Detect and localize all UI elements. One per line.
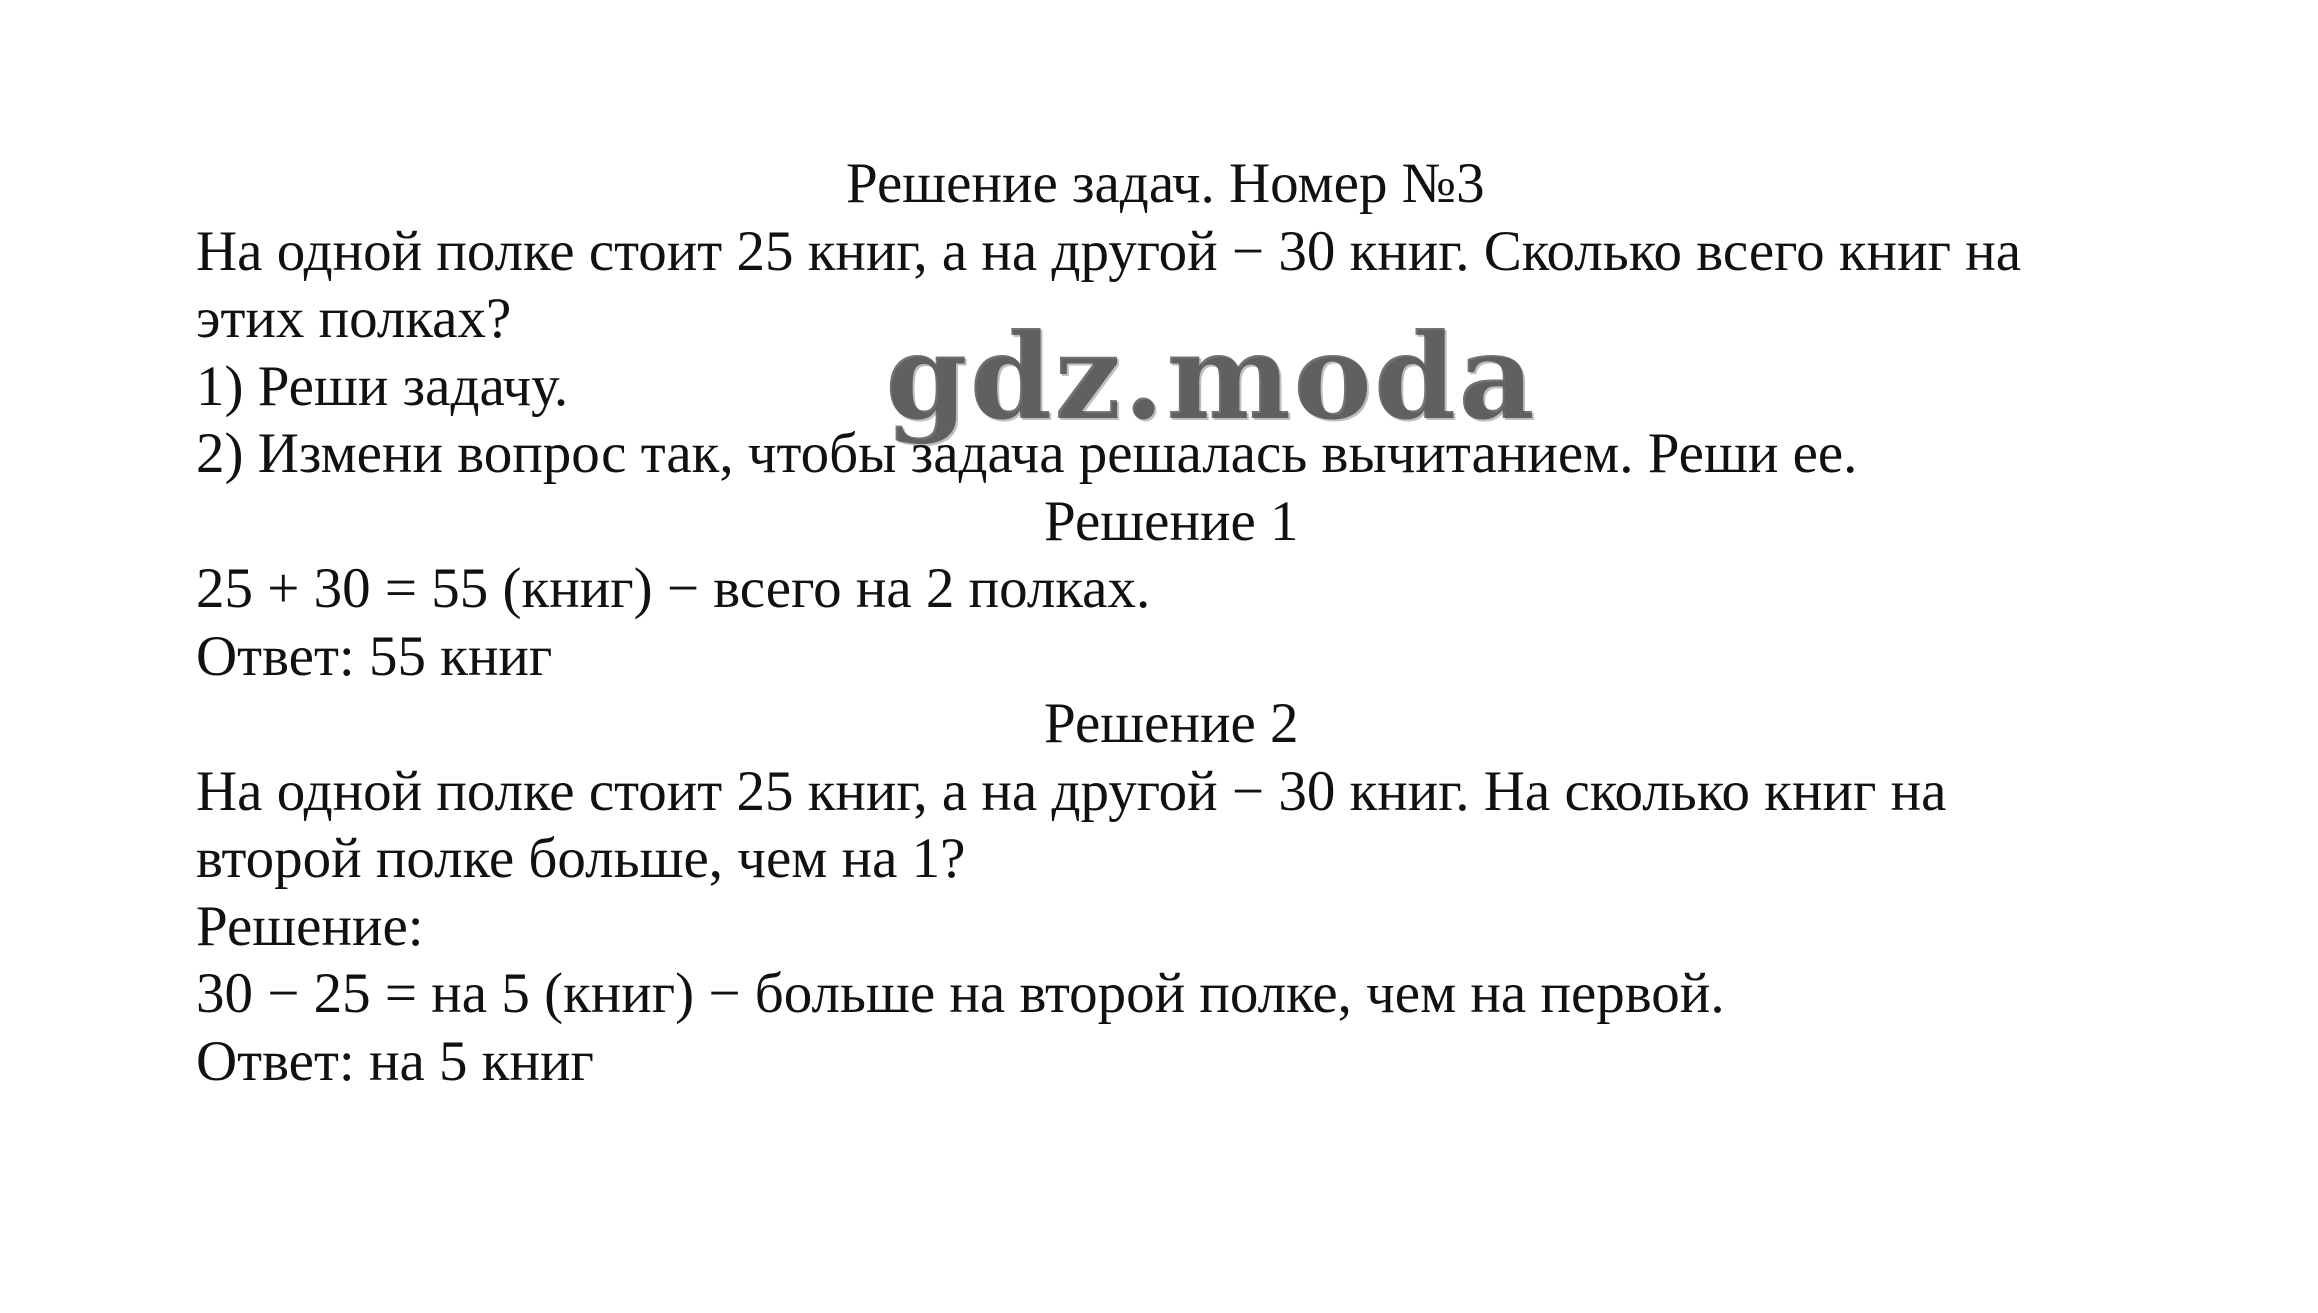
task-item-2: 2) Измени вопрос так, чтобы задача решалась вычитанием. Реши ее.	[196, 422, 1858, 485]
problem-text-line-1: На одной полке стоит 25 книг, а на другой − 30 книг. Сколько всего книг на	[196, 219, 2022, 283]
task-item-1: 1) Реши задачу.	[196, 354, 569, 418]
solution-2-heading: Решение 2	[1044, 692, 1299, 755]
solution-2-problem-line-1: На одной полке стоит 25 книг, а на другой − 30 книг. На сколько книг на	[196, 759, 1947, 823]
watermark-logo: gdz.moda	[885, 307, 1537, 446]
document-body	[196, 150, 2156, 1095]
solution-2-label: Решение:	[196, 894, 424, 958]
solution-2-calculation: 30 − 25 = на 5 (книг) − больше на второй полке, чем на первой.	[196, 962, 1725, 1025]
solution-2-problem-line-2: второй полке больше, чем на 1?	[196, 827, 966, 890]
solution-1-answer: Ответ: 55 книг	[196, 624, 553, 688]
solution-1-calculation: 25 + 30 = 55 (книг) − всего на 2 полках.	[196, 557, 1151, 620]
problem-text-line-2: этих полках?	[196, 287, 512, 350]
solution-1-heading: Решение 1	[1044, 489, 1299, 553]
solution-2-answer: Ответ: на 5 книг	[196, 1029, 594, 1093]
document-title: Решение задач. Номер №3	[846, 152, 1485, 215]
